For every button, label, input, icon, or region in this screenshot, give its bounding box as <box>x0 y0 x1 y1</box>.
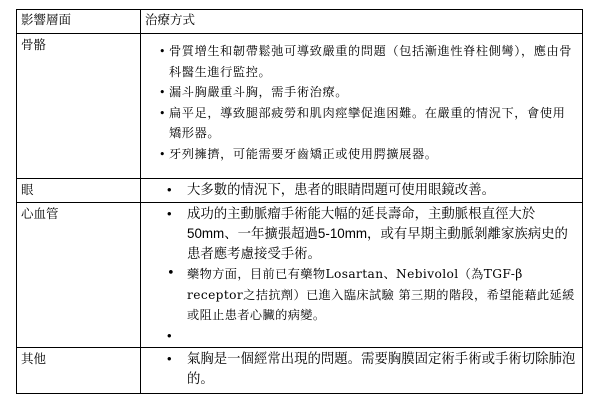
category-cell: 心血管 <box>17 203 141 348</box>
list-item: • 氣胸是一個經常出現的問題。需要胸膜固定術手術或手術切除肺泡的。 <box>169 349 576 389</box>
table-row-cardiovascular <box>17 203 583 348</box>
treatment-cell <box>141 34 583 179</box>
list-item-empty <box>169 326 576 345</box>
list-item: • 骨質增生和韌帶鬆弛可導致嚴重的問題（包括漸進性脊柱側彎），應由骨科醫生進行監控。 <box>159 41 574 82</box>
treatment-list <box>159 41 574 164</box>
treatment-cell <box>141 348 583 394</box>
list-item: • 大多數的情況下，患者的眼睛問題可使用眼鏡改善。 <box>169 180 576 200</box>
treatment-cell <box>141 179 583 203</box>
list-item: • 牙列擁擠，可能需要牙齒矯正或使用腭擴展器。 <box>159 144 574 165</box>
list-item: • 漏斗胸嚴重斗胸，需手術治療。 <box>159 82 574 103</box>
header-cell-impact: 影響層面 <box>17 10 141 34</box>
treatment-list <box>169 180 576 200</box>
table-row-bone <box>17 34 583 179</box>
treatment-list <box>169 349 576 389</box>
list-item: • 扁平足，導致腿部疲勞和肌肉痙攣促進困難。在嚴重的情況下，會使用矯形器。 <box>159 103 574 144</box>
category-cell: 其他 <box>17 348 141 394</box>
treatment-table <box>16 9 583 394</box>
list-item: • 藥物方面，目前已有藥物Losartan、Nebivolol（為TGF-β receptor之拮抗劑）已進入臨床試驗 第三期的階段，希望能藉此延緩或阻止患者心臟的病變。 <box>169 264 576 326</box>
header-cell-treatment: 治療方式 <box>141 10 583 34</box>
table-row-eye <box>17 179 583 203</box>
category-cell: 骨骼 <box>17 34 141 179</box>
treatment-list <box>169 204 576 345</box>
treatment-cell <box>141 203 583 348</box>
list-item: • 成功的主動脈瘤手術能大幅的延長壽命，主動脈根直徑大於50mm、一年擴張超過5-10mm，或有早期主動脈剝離家族病史的患者應考慮接受手術。 <box>169 204 576 264</box>
table-row-other <box>17 348 583 394</box>
category-cell: 眼 <box>17 179 141 203</box>
table-header-row <box>17 10 583 34</box>
